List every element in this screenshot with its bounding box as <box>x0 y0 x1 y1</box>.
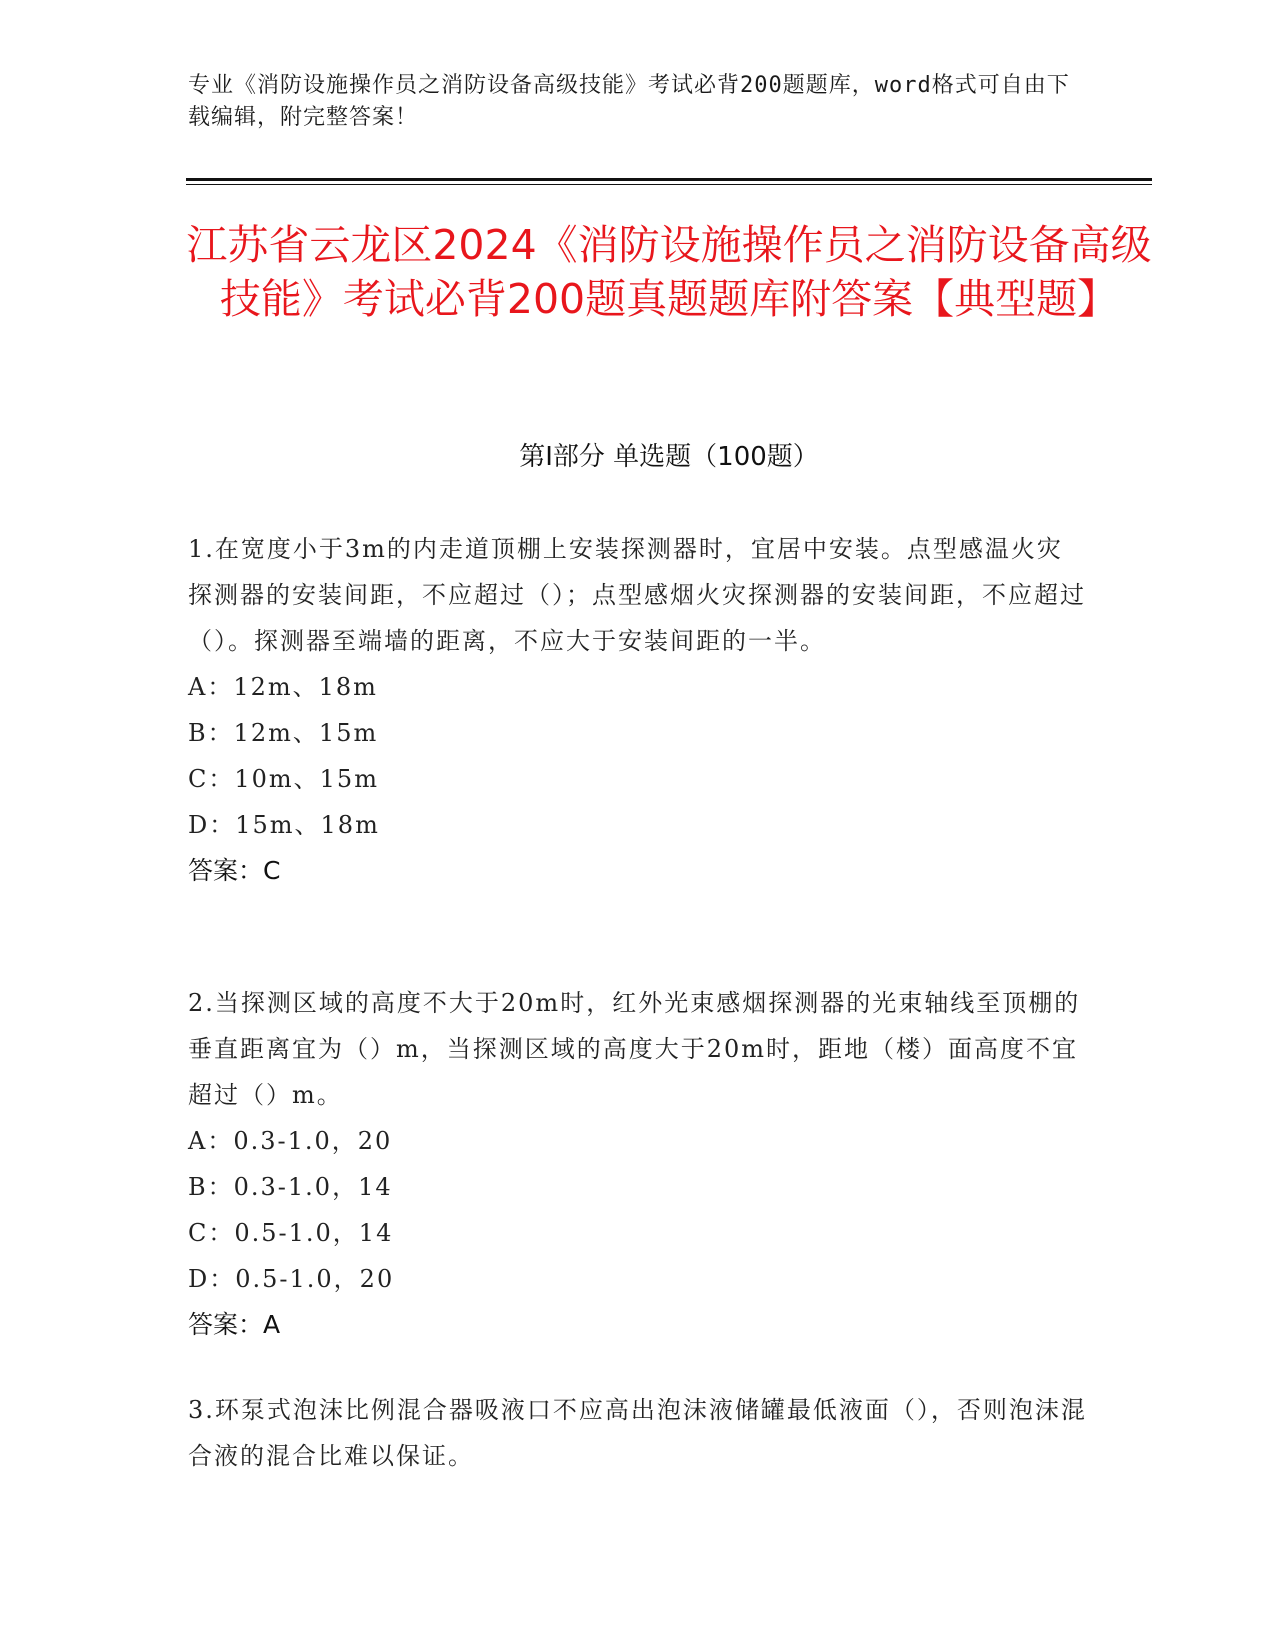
question-1 <box>188 526 1088 894</box>
document-title: 江苏省云龙区2024《消防设施操作员之消防设备高级技能》考试必背200题真题题库附答案【典型题】 <box>186 221 1152 323</box>
option-b: B：12m、15m <box>188 719 379 747</box>
option-d: D：15m、18m <box>188 811 380 839</box>
question-text: 1.在宽度小于3m的内走道顶棚上安装探测器时，宜居中安装。点型感温火灾探测器的安装间距，不应超过（）；点型感烟火灾探测器的安装间距，不应超过（）。探测器至端墙的距离，不应大于安装间距的一半。 <box>188 535 1086 655</box>
option-b: B：0.3-1.0，14 <box>188 1173 393 1201</box>
answer: 答案：A <box>188 1310 281 1339</box>
header-rule-thin <box>186 184 1152 185</box>
option-a: A：12m、18m <box>188 673 378 701</box>
header-note: 专业《消防设施操作员之消防设备高级技能》考试必背200题题库，word格式可自由下载编辑，附完整答案！ <box>188 73 1070 130</box>
header-rule-thick <box>186 178 1152 181</box>
answer: 答案：C <box>188 856 281 885</box>
option-c: C：0.5-1.0，14 <box>188 1219 394 1247</box>
question-3 <box>188 1387 1088 1479</box>
question-text: 3.环泵式泡沫比例混合器吸液口不应高出泡沫液储罐最低液面（），否则泡沫混合液的混合比难以保证。 <box>188 1396 1087 1470</box>
section-title: 第I部分 单选题（100题） <box>519 442 819 472</box>
option-d: D：0.5-1.0，20 <box>188 1265 395 1293</box>
question-text: 2.当探测区域的高度不大于20m时，红外光束感烟探测器的光束轴线至顶棚的垂直距离宜为（）m，当探测区域的高度大于20m时，距地（楼）面高度不宜超过（）m。 <box>188 989 1081 1109</box>
option-c: C：10m、15m <box>188 765 379 793</box>
question-2 <box>188 980 1088 1348</box>
option-a: A：0.3-1.0，20 <box>188 1127 393 1155</box>
